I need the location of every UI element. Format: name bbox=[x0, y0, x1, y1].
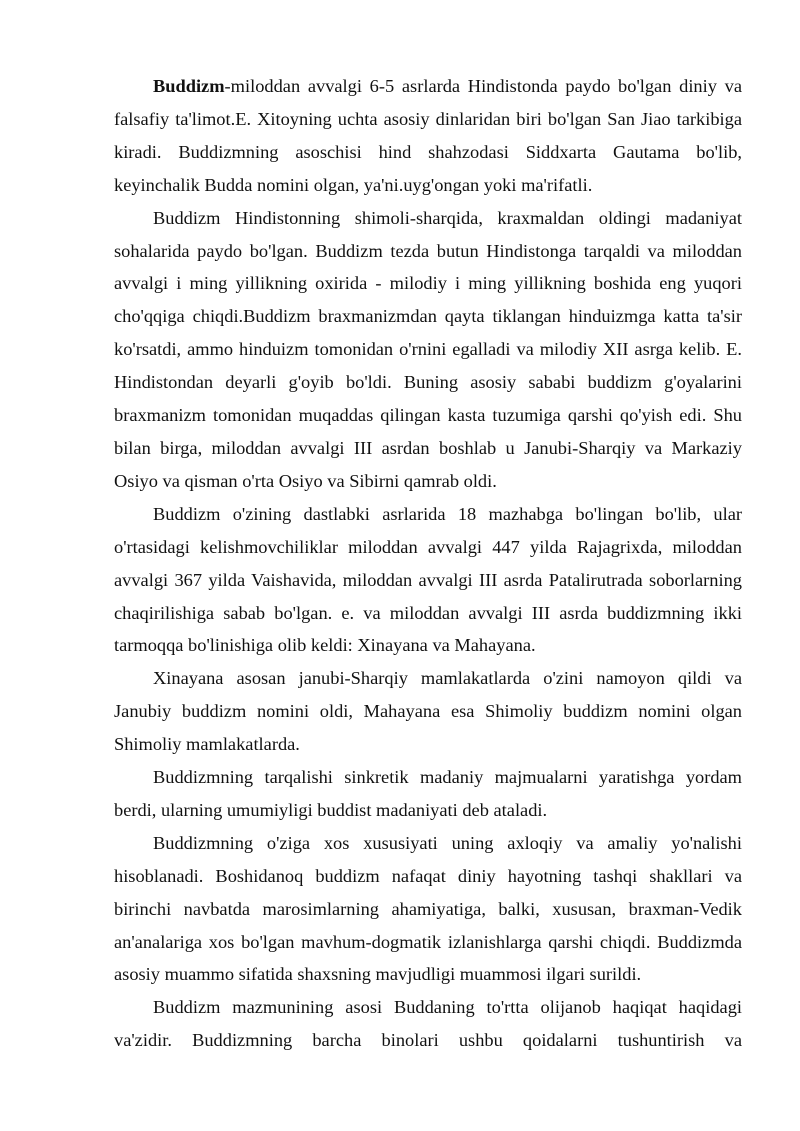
paragraph-text: Buddizmning o'ziga xos xususiyati uning axloqiy va amaliy yo'nalishi hisoblanadi. Boshidanoq buddizm nafaqat diniy hayotning tashqi shakllari va birinchi navbatda marosimlarning ahamiyatiga, balki, xususan, braxman-Vedik an'analariga xos bo'lgan mavhum-dogmatik izlanishlarga qarshi chiqdi. Buddizmda asosiy muammo sifatida shaxsning mavjudligi muammosi ilgari surildi. bbox=[114, 832, 742, 985]
paragraph-text: Buddizm o'zining dastlabki asrlarida 18 mazhabga bo'lingan bo'lib, ular o'rtasidagi kelishmovchiliklar miloddan avvalgi 447 yilda Rajagrixda, miloddan avvalgi 367 yilda Vaishavida, miloddan avvalgi III asrda Patalirutrada soborlarning chaqirilishiga sabab bo'lgan. e. va miloddan avvalgi III asrda buddizmning ikki tarmoqqa bo'linishiga olib keldi: Xinayana va Mahayana. bbox=[114, 503, 742, 656]
paragraph-text: Buddizm mazmunining asosi Buddaning to'rtta olijanob haqiqat haqidagi va'zidir. Buddizmning barcha binolari ushbu qoidalarni tushuntirish va bbox=[114, 997, 742, 1051]
paragraph-lead-term: Buddizm bbox=[153, 76, 225, 96]
paragraph-text: Buddizmning tarqalishi sinkretik madaniy majmualarni yaratishga yordam berdi, ularning umumiyligi buddist madaniyati deb ataladi. bbox=[114, 767, 742, 820]
paragraph-text: Xinayana asosan janubi-Sharqiy mamlakatlarda o'zini namoyon qildi va Janubiy buddizm nomini oldi, Mahayana esa Shimoliy buddizm nomini olgan Shimoliy mamlakatlarda. bbox=[114, 668, 742, 755]
paragraph-7 bbox=[114, 991, 742, 1057]
paragraph-5 bbox=[114, 761, 742, 827]
document-page bbox=[114, 70, 742, 1057]
paragraph-text: -miloddan avvalgi 6-5 asrlarda Hindistonda paydo bo'lgan diniy va falsafiy ta'limot.E. Xitoyning uchta asosiy dinlaridan biri bo'lgan San Jiao tarkibiga kiradi. Buddizmning asoschisi hind shahzodasi Siddxarta Gautama bo'lib, keyinchalik Budda nomini olgan, ya'ni.uyg'ongan yoki ma'rifatli. bbox=[114, 76, 742, 195]
paragraph-6 bbox=[114, 827, 742, 992]
paragraph-3 bbox=[114, 498, 742, 663]
paragraph-1 bbox=[114, 70, 742, 202]
paragraph-text: Buddizm Hindistonning shimoli-sharqida, kraxmaldan oldingi madaniyat sohalarida paydo bo'lgan. Buddizm tezda butun Hindistonga tarqaldi va miloddan avvalgi i ming yillikning oxirida - milodiy i ming yillikning boshida eng yuqori cho'qqiga chiqdi.Buddizm braxmanizmdan qayta tiklangan hinduizmga katta ta'sir ko'rsatdi, ammo hinduizm tomonidan o'rnini egalladi va milodiy XII asrga kelib. E. Hindistondan deyarli g'oyib bo'ldi. Buning asosiy sababi buddizm g'oyalarini braxmanizm tomonidan muqaddas qilingan kasta tuzumiga qarshi qo'yish edi. Shu bilan birga, miloddan avvalgi III asrdan boshlab u Janubi-Sharqiy va Markaziy Osiyo va qisman o'rta Osiyo va Sibirni qamrab oldi. bbox=[114, 207, 742, 491]
paragraph-4 bbox=[114, 662, 742, 761]
paragraph-2 bbox=[114, 202, 742, 498]
